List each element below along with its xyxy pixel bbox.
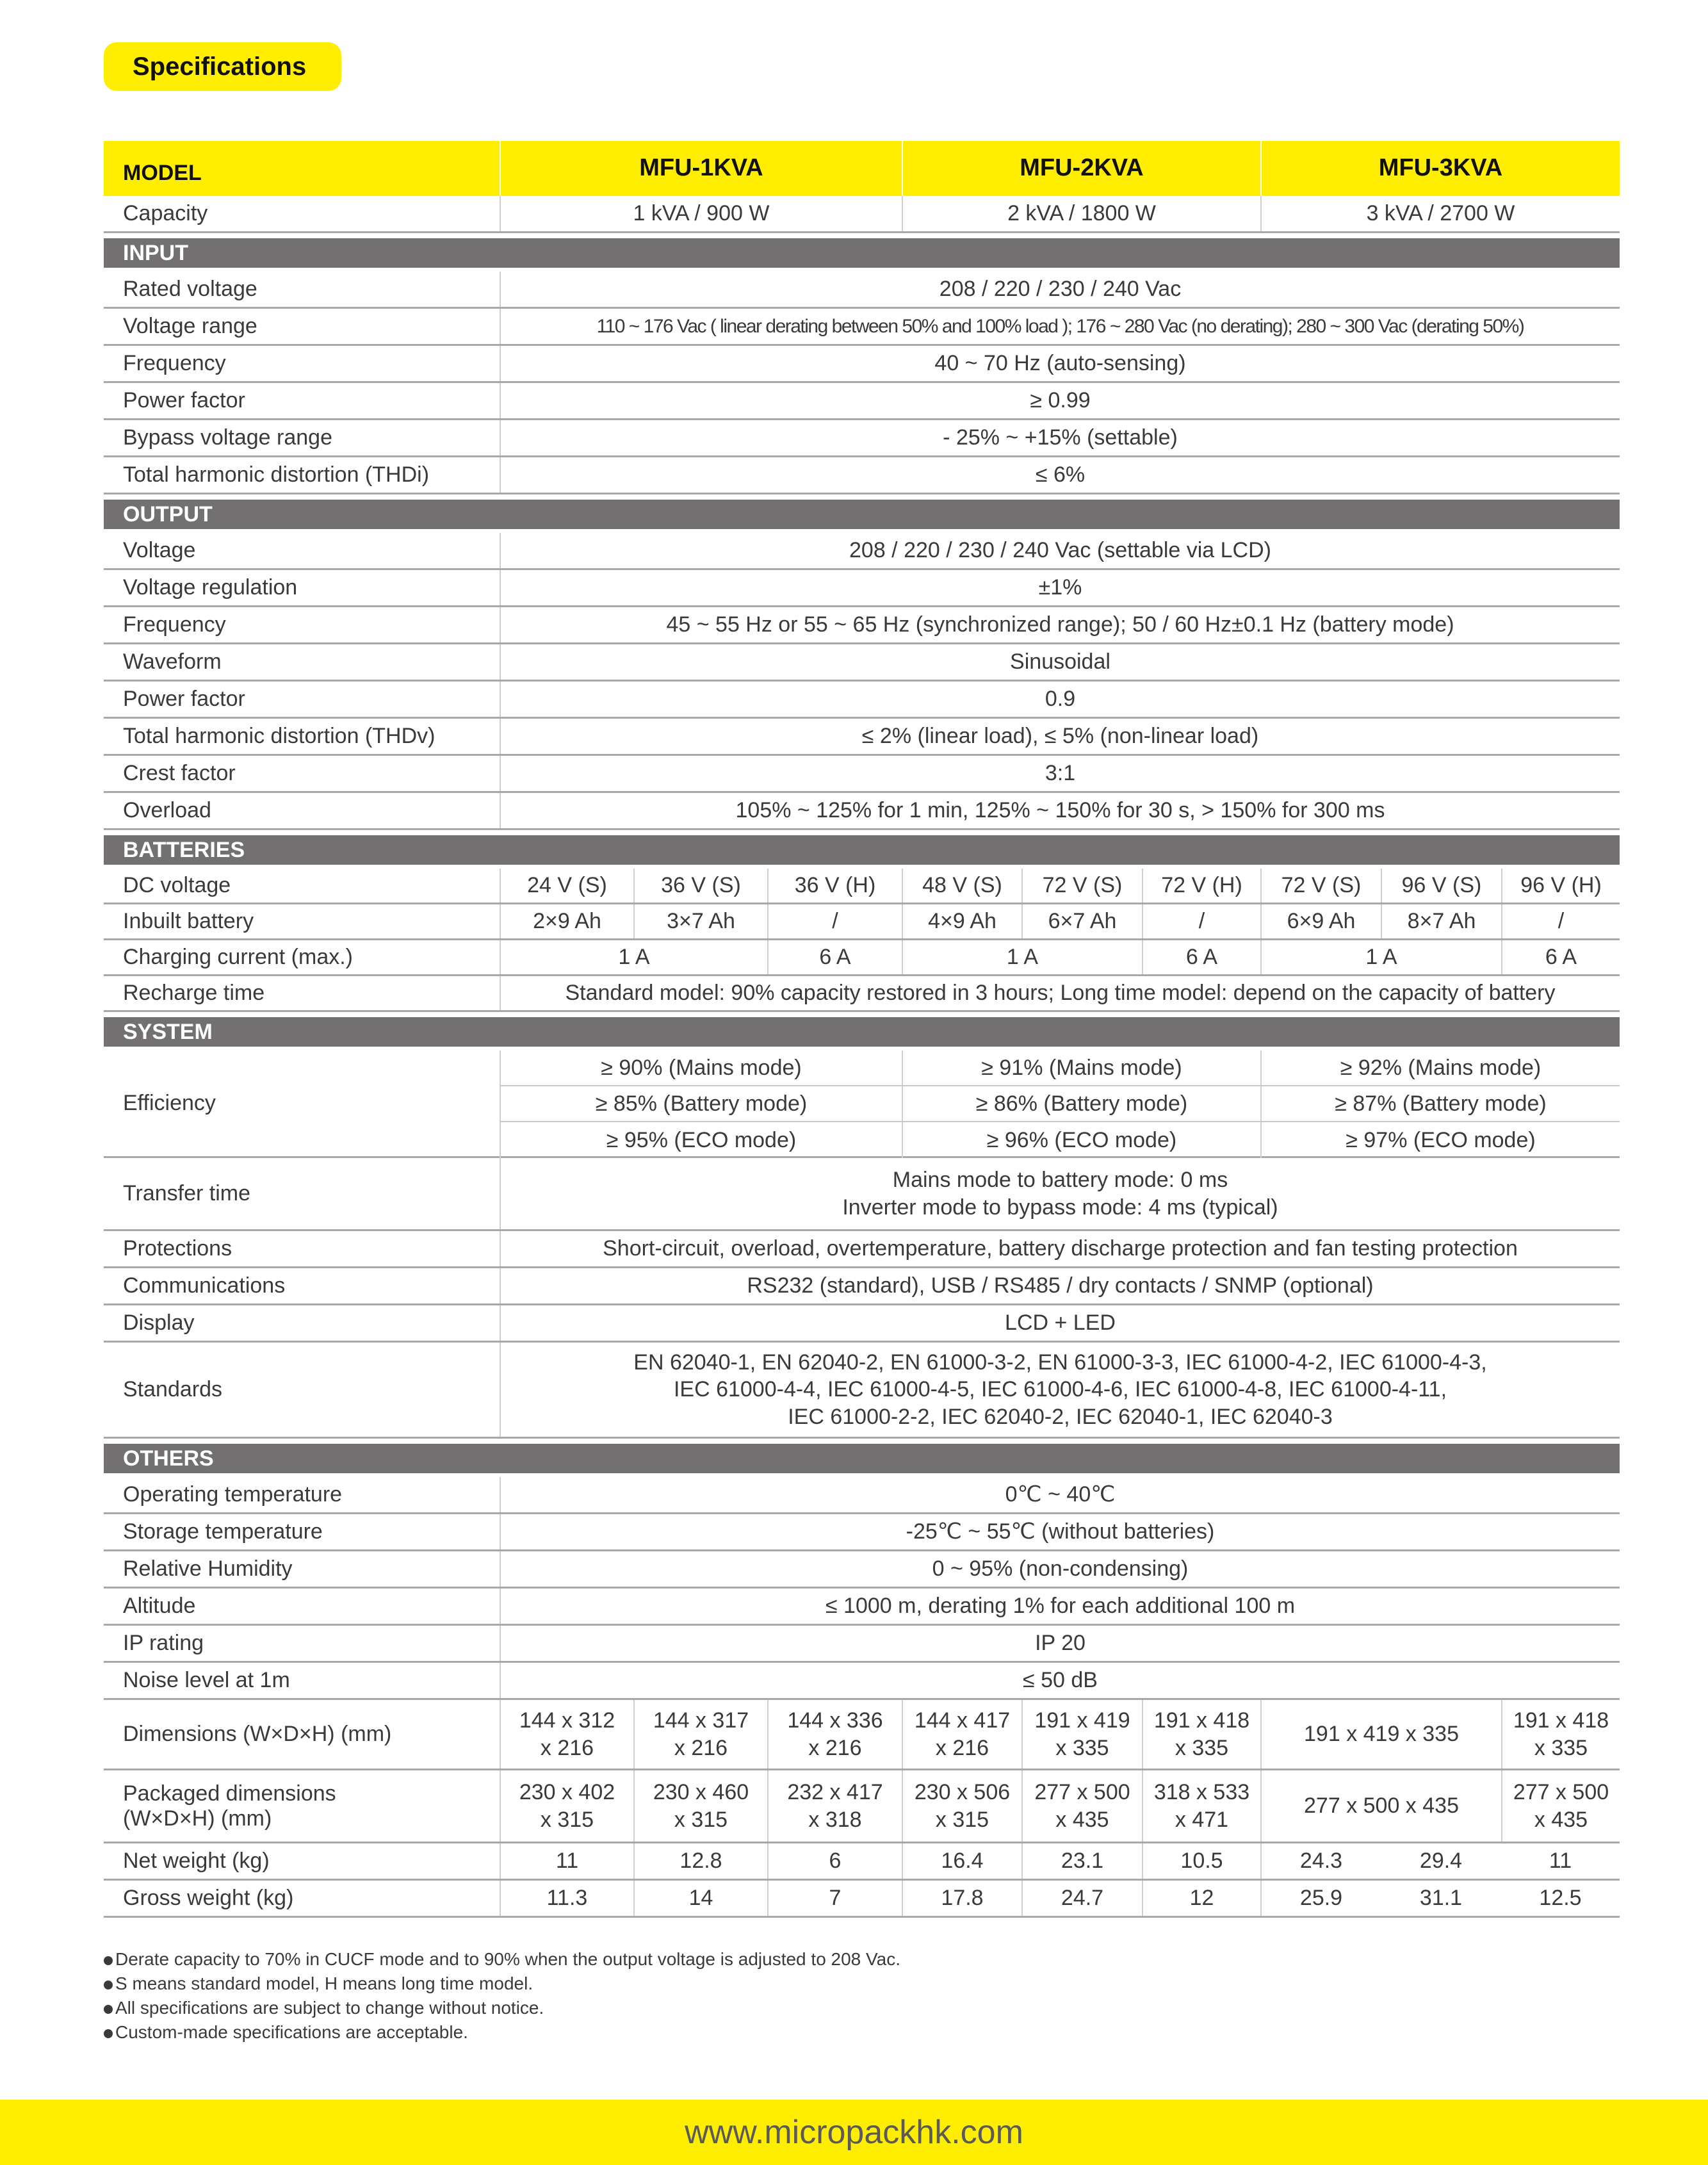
charging-cell: 6 A	[1501, 940, 1620, 974]
row-value	[500, 1343, 1620, 1437]
efficiency-cell: ≥ 96% (ECO mode)	[902, 1122, 1260, 1158]
net-weight-row	[104, 1843, 1620, 1881]
row-value: ≤ 2% (linear load), ≤ 5% (non-linear load)	[500, 719, 1620, 754]
row-label: Standards	[123, 1377, 222, 1401]
capacity-1kva: 1 kVA / 900 W	[500, 196, 902, 231]
table-row	[104, 383, 1620, 420]
row-value: 3:1	[500, 756, 1620, 791]
bullet-icon	[104, 1956, 113, 1965]
packaged-cell	[500, 1770, 633, 1842]
dimensions-cell	[1021, 1700, 1142, 1769]
weight-cell: 14	[633, 1881, 767, 1916]
dim-line: x 318	[808, 1807, 862, 1832]
standards-row	[104, 1343, 1620, 1439]
section-output: OUTPUT	[104, 500, 1620, 529]
table-row	[104, 1589, 1620, 1626]
transfer-line: Mains mode to battery mode: 0 ms	[892, 1168, 1228, 1192]
bullet-icon	[104, 2029, 113, 2038]
label-line: Packaged dimensions	[123, 1781, 336, 1806]
dimensions-cell: 191 x 419 x 335	[1260, 1700, 1501, 1769]
dim-line: x 435	[1055, 1807, 1109, 1832]
efficiency-subrow	[500, 1122, 1620, 1158]
row-label: Total harmonic distortion (THDv)	[123, 724, 435, 748]
dc-voltage-cell: 96 V (H)	[1501, 869, 1620, 903]
row-label: Bypass voltage range	[123, 425, 332, 450]
footnote	[104, 1947, 900, 1972]
row-label: Inbuilt battery	[123, 909, 254, 933]
charging-cell: 6 A	[767, 940, 902, 974]
dim-line: 232 x 417	[787, 1780, 883, 1804]
weight-cell: 24.7	[1021, 1881, 1142, 1916]
row-label: Overload	[123, 798, 211, 822]
dim-line: x 216	[808, 1735, 862, 1760]
table-row	[104, 644, 1620, 682]
row-value: IP 20	[500, 1626, 1620, 1661]
charging-cell: 1 A	[902, 940, 1142, 974]
dc-voltage-row	[104, 869, 1620, 904]
dim-line: 144 x 317	[653, 1708, 749, 1733]
row-label: Storage temperature	[123, 1519, 323, 1544]
inbuilt-cell: 2×9 Ah	[500, 904, 633, 938]
weight-cell: 12.5	[1539, 1886, 1582, 1911]
transfer-line: Inverter mode to bypass mode: 4 ms (typical)	[842, 1195, 1278, 1220]
inbuilt-cell: 3×7 Ah	[633, 904, 767, 938]
section-batteries: BATTERIES	[104, 835, 1620, 865]
row-value: 0℃ ~ 40℃	[500, 1477, 1620, 1512]
footnote	[104, 2020, 900, 2045]
dimensions-cell	[1501, 1700, 1620, 1769]
row-value: 110 ~ 176 Vac ( linear derating between 50% and 100% load ); 176 ~ 280 Vac (no derating); 280 ~ 300 Vac (derating 50%)	[500, 309, 1620, 344]
display-row	[104, 1305, 1620, 1343]
efficiency-cell: ≥ 92% (Mains mode)	[1260, 1050, 1620, 1085]
efficiency-cell: ≥ 97% (ECO mode)	[1260, 1122, 1620, 1158]
dc-voltage-cell: 36 V (S)	[633, 869, 767, 903]
row-label: Net weight (kg)	[123, 1849, 270, 1873]
model-2kva: MFU-2KVA	[902, 141, 1260, 196]
standards-line: IEC 61000-4-4, IEC 61000-4-5, IEC 61000-4-6, IEC 61000-4-8, IEC 61000-4-11,	[673, 1377, 1447, 1402]
row-label: Capacity	[123, 201, 208, 225]
inbuilt-cell: 8×7 Ah	[1381, 904, 1501, 938]
model-label: MODEL	[123, 160, 202, 185]
packaged-cell: 277 x 500 x 435	[1260, 1770, 1501, 1842]
model-3kva: MFU-3KVA	[1260, 141, 1620, 196]
capacity-2kva: 2 kVA / 1800 W	[902, 196, 1260, 231]
dc-voltage-cell: 72 V (H)	[1142, 869, 1260, 903]
efficiency-cell: ≥ 91% (Mains mode)	[902, 1050, 1260, 1085]
section-system: SYSTEM	[104, 1017, 1620, 1047]
table-row	[104, 719, 1620, 756]
dim-line: x 335	[1055, 1735, 1109, 1760]
spec-table	[104, 141, 1620, 1918]
dim-line: 230 x 506	[914, 1780, 1011, 1804]
row-label: Total harmonic distortion (THDi)	[123, 462, 430, 487]
efficiency-row	[104, 1050, 1620, 1158]
dimensions-cell	[500, 1700, 633, 1769]
inbuilt-cell: 6×9 Ah	[1260, 904, 1381, 938]
table-row	[104, 793, 1620, 830]
dim-line: x 335	[1175, 1735, 1229, 1760]
packaged-cell	[1501, 1770, 1620, 1842]
row-label: DC voltage	[123, 873, 231, 897]
weight-cell: 31.1	[1419, 1886, 1463, 1911]
dc-voltage-cell: 36 V (H)	[767, 869, 902, 903]
row-value: -25℃ ~ 55℃ (without batteries)	[500, 1514, 1620, 1549]
row-value: ≥ 0.99	[500, 383, 1620, 418]
dim-line: 144 x 336	[787, 1708, 883, 1733]
dc-voltage-cell: 96 V (S)	[1381, 869, 1501, 903]
capacity-3kva: 3 kVA / 2700 W	[1260, 196, 1620, 231]
weight-cell: 29.4	[1419, 1849, 1463, 1874]
efficiency-cell: ≥ 85% (Battery mode)	[500, 1086, 902, 1121]
efficiency-cell: ≥ 95% (ECO mode)	[500, 1122, 902, 1158]
packaged-cell	[767, 1770, 902, 1842]
dimensions-cell	[767, 1700, 902, 1769]
label-line: (W×D×H) (mm)	[123, 1806, 272, 1831]
weight-cell: 11	[1549, 1849, 1572, 1874]
footnote	[104, 1996, 900, 2020]
inbuilt-cell: /	[1142, 904, 1260, 938]
row-label: Recharge time	[123, 981, 265, 1005]
row-value: ≤ 1000 m, derating 1% for each additional 100 m	[500, 1589, 1620, 1624]
standards-line: IEC 61000-2-2, IEC 62040-2, IEC 62040-1, IEC 62040-3	[788, 1404, 1333, 1429]
row-label: IP rating	[123, 1631, 204, 1655]
charging-cell: 6 A	[1142, 940, 1260, 974]
table-row	[104, 309, 1620, 346]
packaged-cell	[633, 1770, 767, 1842]
dim-line: x 216	[935, 1735, 989, 1760]
row-value	[500, 1158, 1620, 1229]
dim-line: 230 x 402	[519, 1780, 615, 1804]
footnote	[104, 1972, 900, 1996]
model-header-row	[104, 141, 1620, 196]
weight-cell: 16.4	[902, 1843, 1021, 1879]
efficiency-cell: ≥ 86% (Battery mode)	[902, 1086, 1260, 1121]
row-label: Frequency	[123, 612, 226, 637]
transfer-time-row	[104, 1158, 1620, 1231]
packaged-cell	[1142, 1770, 1260, 1842]
dc-voltage-cell: 48 V (S)	[902, 869, 1021, 903]
row-label: Voltage range	[123, 314, 257, 338]
efficiency-subrow	[500, 1086, 1620, 1122]
efficiency-subrow	[500, 1050, 1620, 1086]
row-label: Relative Humidity	[123, 1556, 293, 1581]
dim-line: x 315	[935, 1807, 989, 1832]
dim-line: 230 x 460	[653, 1780, 749, 1804]
inbuilt-cell: 6×7 Ah	[1021, 904, 1142, 938]
dc-voltage-cell: 24 V (S)	[500, 869, 633, 903]
row-label	[104, 1770, 500, 1842]
row-value: Sinusoidal	[500, 644, 1620, 680]
website-link[interactable]: www.micropackhk.com	[685, 2114, 1023, 2151]
row-value: 208 / 220 / 230 / 240 Vac (settable via LCD)	[500, 533, 1620, 568]
table-row	[104, 533, 1620, 570]
weight-cell: 23.1	[1021, 1843, 1142, 1879]
dimensions-cell	[633, 1700, 767, 1769]
footnotes	[104, 1947, 900, 2045]
weight-cell: 11.3	[500, 1881, 633, 1916]
inbuilt-cell: /	[1501, 904, 1620, 938]
dimensions-row	[104, 1700, 1620, 1770]
model-1kva: MFU-1KVA	[500, 141, 902, 196]
weight-cell: 24.3	[1260, 1843, 1381, 1879]
row-value: 0 ~ 95% (non-condensing)	[500, 1551, 1620, 1587]
weight-cell: 12	[1142, 1881, 1260, 1916]
row-label: Voltage	[123, 538, 196, 562]
dim-line: 191 x 419	[1034, 1708, 1130, 1733]
inbuilt-cell: /	[767, 904, 902, 938]
weight-cell: 25.9	[1260, 1881, 1381, 1916]
table-row	[104, 607, 1620, 644]
row-value: 208 / 220 / 230 / 240 Vac	[500, 272, 1620, 307]
row-value: 105% ~ 125% for 1 min, 125% ~ 150% for 30 s, > 150% for 300 ms	[500, 793, 1620, 828]
footer-bar	[0, 2100, 1708, 2165]
row-label: Voltage regulation	[123, 575, 298, 600]
row-value: ≤ 6%	[500, 457, 1620, 493]
protections-row	[104, 1231, 1620, 1268]
table-row	[104, 1626, 1620, 1663]
dim-line: 191 x 418	[1153, 1708, 1250, 1733]
specifications-badge: Specifications	[104, 42, 341, 91]
packaged-dimensions-row	[104, 1770, 1620, 1843]
dim-line: 144 x 312	[519, 1708, 615, 1733]
charging-current-row	[104, 940, 1620, 976]
table-row	[104, 272, 1620, 309]
weight-cell: 6	[767, 1843, 902, 1879]
dim-line: 277 x 500	[1034, 1780, 1130, 1804]
row-label: Power factor	[123, 687, 245, 711]
efficiency-cell: ≥ 87% (Battery mode)	[1260, 1086, 1620, 1121]
row-label: Dimensions (W×D×H) (mm)	[123, 1722, 392, 1746]
table-row	[104, 570, 1620, 607]
dim-line: x 216	[540, 1735, 594, 1760]
row-value: - 25% ~ +15% (settable)	[500, 420, 1620, 455]
row-value: LCD + LED	[500, 1305, 1620, 1341]
dim-line: 277 x 500	[1513, 1780, 1609, 1804]
row-label: Transfer time	[123, 1181, 251, 1205]
row-label: Noise level at 1m	[123, 1668, 290, 1692]
row-label: Frequency	[123, 351, 226, 375]
dc-voltage-cell: 72 V (S)	[1021, 869, 1142, 903]
weight-cell: 17.8	[902, 1881, 1021, 1916]
recharge-row	[104, 976, 1620, 1012]
table-row	[104, 1663, 1620, 1700]
dimensions-cell	[1142, 1700, 1260, 1769]
table-row	[104, 1477, 1620, 1514]
dim-line: 191 x 418	[1513, 1708, 1609, 1733]
dim-line: x 471	[1175, 1807, 1229, 1832]
bullet-icon	[104, 1981, 113, 1989]
row-label: Waveform	[123, 650, 222, 674]
table-row	[104, 1551, 1620, 1589]
dim-line: x 315	[674, 1807, 728, 1832]
dc-voltage-cell: 72 V (S)	[1260, 869, 1381, 903]
row-value: 45 ~ 55 Hz or 55 ~ 65 Hz (synchronized range); 50 / 60 Hz±0.1 Hz (battery mode)	[500, 607, 1620, 642]
row-value: 40 ~ 70 Hz (auto-sensing)	[500, 346, 1620, 381]
row-value: Short-circuit, overload, overtemperature, battery discharge protection and fan testing protection	[500, 1231, 1620, 1266]
row-label: Protections	[123, 1236, 232, 1261]
footnote-text: Custom-made specifications are acceptable.	[115, 2022, 468, 2042]
efficiency-cell: ≥ 90% (Mains mode)	[500, 1050, 902, 1085]
dim-line: 318 x 533	[1153, 1780, 1250, 1804]
dimensions-cell	[902, 1700, 1021, 1769]
row-label: Operating temperature	[123, 1482, 343, 1507]
row-label: Gross weight (kg)	[123, 1886, 294, 1910]
packaged-cell	[902, 1770, 1021, 1842]
capacity-row	[104, 196, 1620, 233]
row-label: Power factor	[123, 388, 245, 413]
row-label: Display	[123, 1311, 195, 1335]
dim-line: x 315	[540, 1807, 594, 1832]
table-row	[104, 1514, 1620, 1551]
row-value: ≤ 50 dB	[500, 1663, 1620, 1698]
bullet-icon	[104, 2005, 113, 2014]
dim-line: x 435	[1534, 1807, 1588, 1832]
charging-cell: 1 A	[1260, 940, 1501, 974]
packaged-cell	[1021, 1770, 1142, 1842]
row-value: 0.9	[500, 682, 1620, 717]
charging-cell: 1 A	[500, 940, 767, 974]
table-row	[104, 756, 1620, 793]
row-label: Altitude	[123, 1594, 196, 1618]
dim-line: 144 x 417	[914, 1708, 1011, 1733]
table-row	[104, 346, 1620, 383]
inbuilt-battery-row	[104, 904, 1620, 940]
standards-line: EN 62040-1, EN 62040-2, EN 61000-3-2, EN 61000-3-3, IEC 61000-4-2, IEC 61000-4-3,	[633, 1350, 1487, 1375]
gross-weight-row	[104, 1881, 1620, 1918]
weight-cell: 7	[767, 1881, 902, 1916]
row-value: Standard model: 90% capacity restored in 3 hours; Long time model: depend on the capacity of battery	[500, 976, 1620, 1010]
row-label: Communications	[123, 1273, 286, 1298]
section-others: OTHERS	[104, 1444, 1620, 1473]
row-label: Rated voltage	[123, 277, 257, 301]
row-label: Charging current (max.)	[123, 945, 354, 969]
dim-line: x 335	[1534, 1735, 1588, 1760]
weight-cell: 11	[500, 1843, 633, 1879]
weight-cell: 12.8	[633, 1843, 767, 1879]
inbuilt-cell: 4×9 Ah	[902, 904, 1021, 938]
footnote-text: Derate capacity to 70% in CUCF mode and to 90% when the output voltage is adjusted to 208 Vac.	[115, 1949, 900, 1969]
row-label: Crest factor	[123, 761, 236, 785]
footnote-text: S means standard model, H means long time model.	[115, 1973, 533, 1993]
table-row	[104, 682, 1620, 719]
weight-cell: 10.5	[1142, 1843, 1260, 1879]
row-value: RS232 (standard), USB / RS485 / dry contacts / SNMP (optional)	[500, 1268, 1620, 1303]
footnote-text: All specifications are subject to change without notice.	[115, 1998, 544, 2018]
communications-row	[104, 1268, 1620, 1305]
row-label: Efficiency	[123, 1091, 216, 1115]
table-row	[104, 420, 1620, 457]
section-input: INPUT	[104, 238, 1620, 268]
dim-line: x 216	[674, 1735, 728, 1760]
table-row	[104, 457, 1620, 494]
row-value: ±1%	[500, 570, 1620, 605]
